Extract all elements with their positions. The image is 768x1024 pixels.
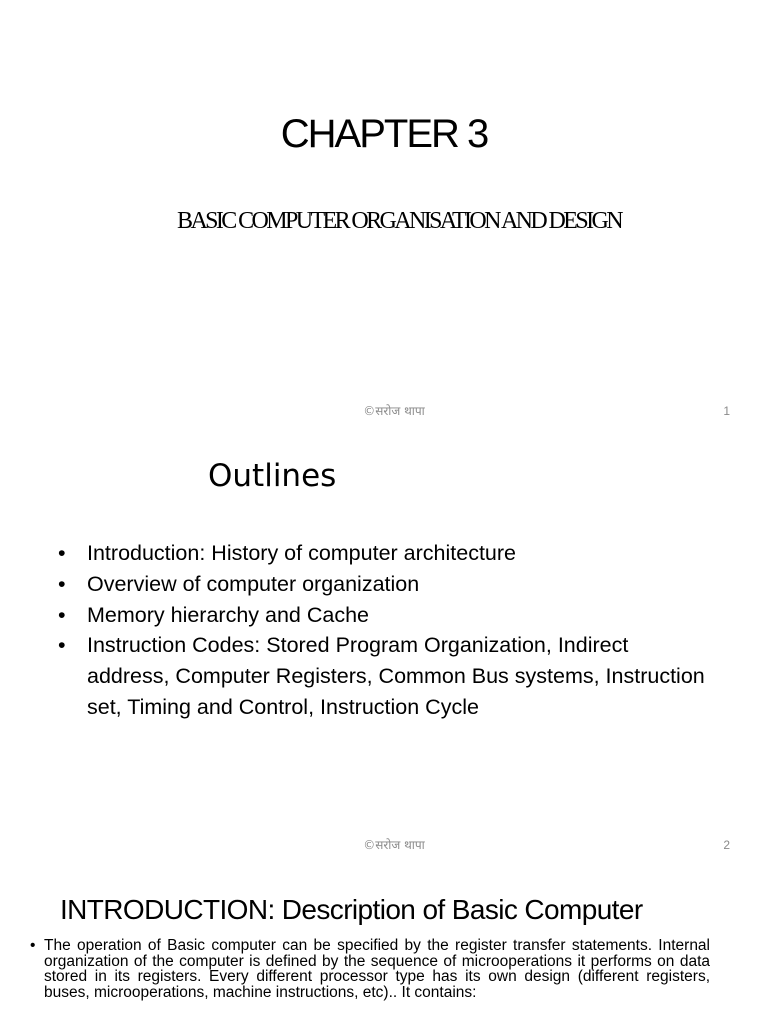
list-item-text: Overview of computer organization [87,571,420,596]
slide-2 [0,432,768,866]
introduction-paragraph [30,938,710,1000]
slide-1 [0,0,768,432]
bullet-icon: • [30,937,36,954]
slide-3 [0,866,768,1024]
list-item [58,600,708,631]
list-item-text: Introduction: History of computer architecture [87,541,516,565]
list-item-text: Memory hierarchy and Cache [87,602,370,627]
outline-list [58,538,708,723]
bullet-icon: • [58,602,66,627]
list-item [58,538,708,569]
list-item [58,630,708,722]
outlines-title: Outlines [208,458,337,494]
introduction-title: INTRODUCTION: Description of Basic Computer [60,894,643,925]
bullet-icon: • [58,571,66,596]
list-item-text: Instruction Codes: Stored Program Organization, Indirect address, Computer Registers, Common Bus systems, Instruction set, Timing and Control, Instruction Cycle [87,633,705,719]
chapter-subtitle: BASIC COMPUTER ORGANISATION AND DESIGN [177,208,621,234]
chapter-title: CHAPTER 3 [280,112,488,156]
slide-page-number: 1 [723,404,730,418]
slide-footer-author: ©सरोज थापा [363,404,425,418]
bullet-icon: • [58,541,66,565]
introduction-text: The operation of Basic computer can be specified by the register transfer statements. Internal organization of the computer is defined by the sequence of microoperations it performs on data stored in its registers. Every different processor type has its own design (different registers, buses, microoperations, machine instructions, etc).. It contains: [44,937,710,1001]
list-item [58,569,708,600]
bullet-icon: • [58,633,66,658]
slide-page-number: 2 [723,838,730,852]
slide-footer-author: ©सरोज थापा [363,838,425,852]
